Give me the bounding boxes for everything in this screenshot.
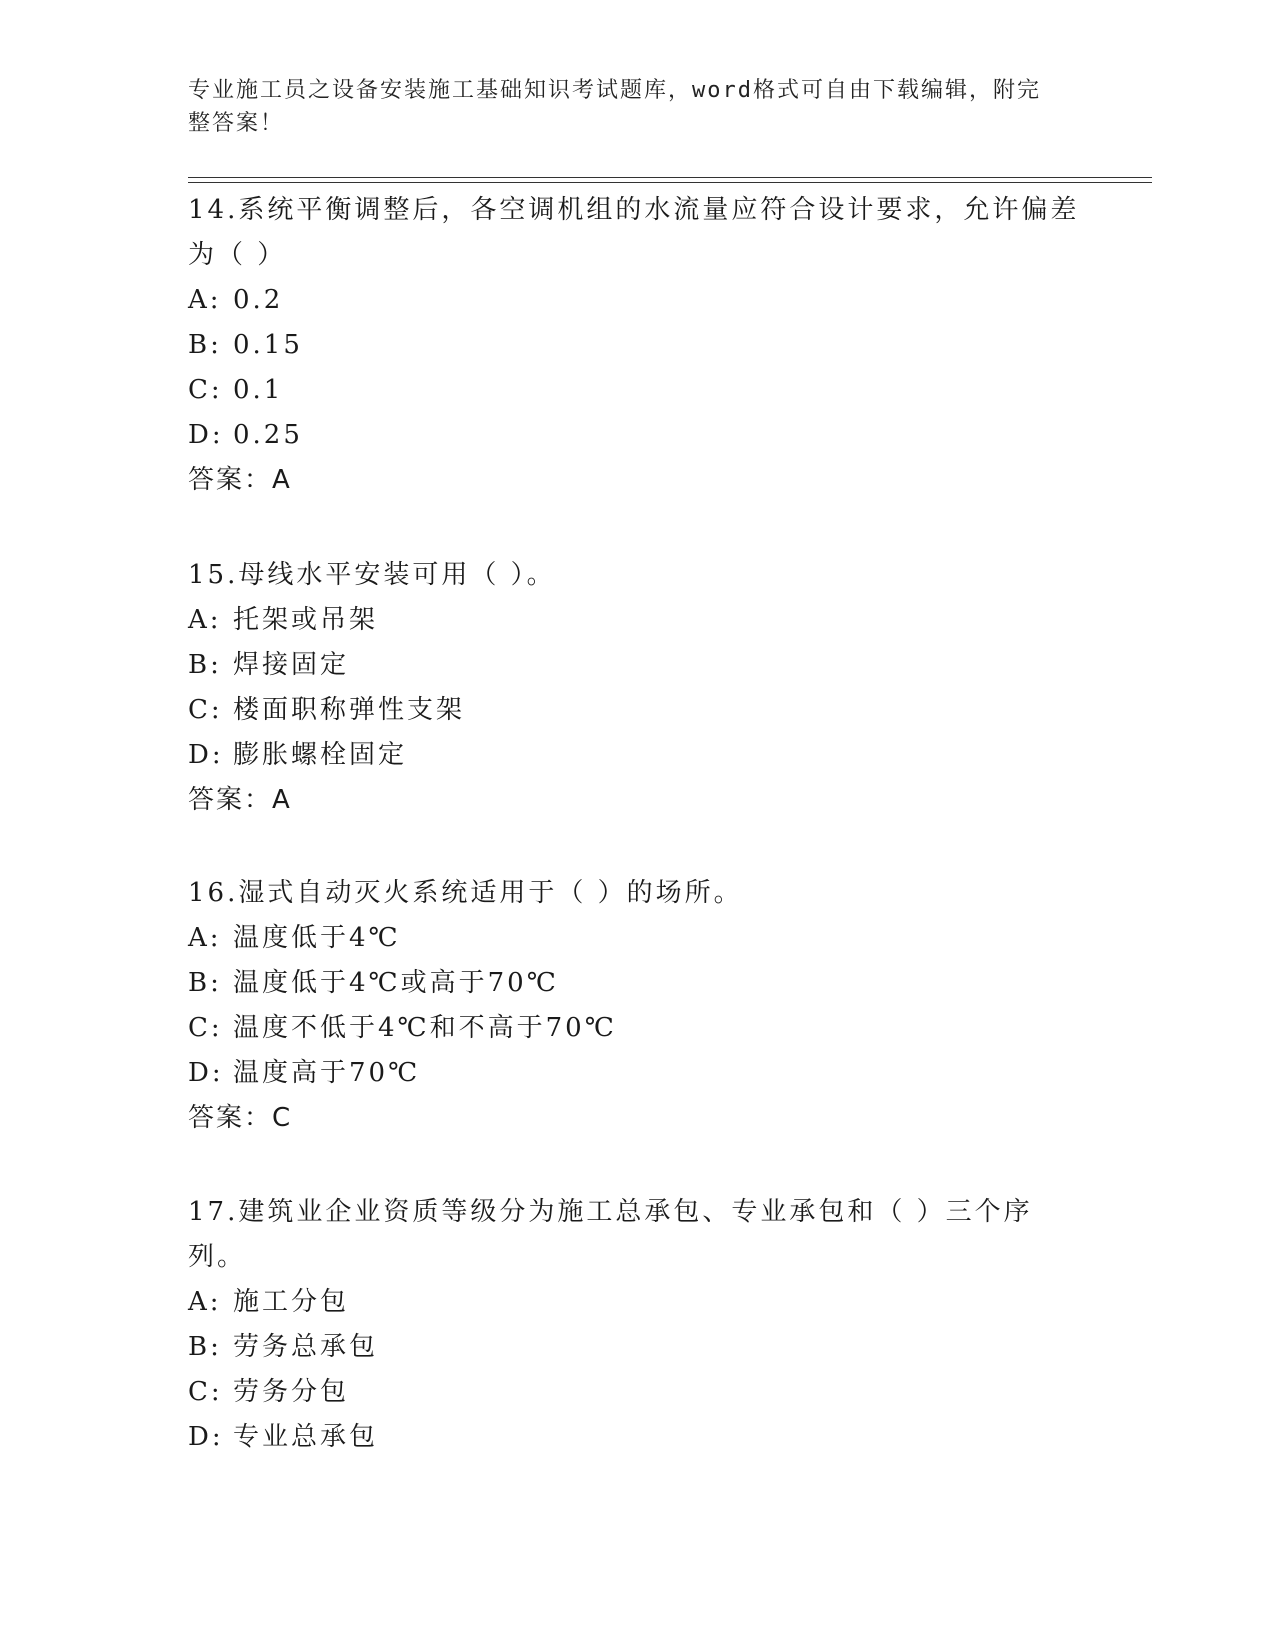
option-a xyxy=(188,1280,1088,1325)
option-value: 楼面职称弹性支架 xyxy=(233,695,466,725)
option-key: A: xyxy=(188,923,222,953)
option-b xyxy=(188,1325,1088,1370)
answer-line: 答案：A xyxy=(188,465,292,495)
question-17 xyxy=(188,1190,1088,1460)
option-key: C: xyxy=(188,1377,223,1407)
option-value: 专业总承包 xyxy=(233,1422,379,1452)
header-title-line-1: 专业施工员之设备安装施工基础知识考试题库，word格式可自由下载编辑，附完 xyxy=(188,78,1041,103)
option-key: B: xyxy=(188,330,222,360)
option-b xyxy=(188,323,1088,368)
option-value: 温度不低于4℃和不高于70℃ xyxy=(233,1013,617,1043)
option-key: D: xyxy=(188,740,224,770)
option-c xyxy=(188,688,1088,733)
option-key: C: xyxy=(188,695,223,725)
option-value: 焊接固定 xyxy=(233,650,350,680)
option-value: 劳务分包 xyxy=(233,1377,350,1407)
option-d xyxy=(188,1051,1088,1096)
option-value: 0.2 xyxy=(233,285,284,315)
option-a xyxy=(188,916,1088,961)
option-key: A: xyxy=(188,285,222,315)
option-key: A: xyxy=(188,605,222,635)
option-key: B: xyxy=(188,650,222,680)
option-value: 0.25 xyxy=(233,420,303,450)
option-c xyxy=(188,368,1088,413)
option-key: B: xyxy=(188,968,222,998)
option-key: C: xyxy=(188,1013,223,1043)
option-key: D: xyxy=(188,1058,224,1088)
question-text: 16.湿式自动灭火系统适用于（ ）的场所。 xyxy=(188,878,743,908)
answer-line: 答案：A xyxy=(188,785,292,815)
question-14 xyxy=(188,188,1088,503)
header-divider-top xyxy=(188,177,1152,178)
option-key: A: xyxy=(188,1287,222,1317)
option-a xyxy=(188,278,1088,323)
option-d xyxy=(188,733,1088,778)
option-value: 膨胀螺栓固定 xyxy=(233,740,408,770)
option-a xyxy=(188,598,1088,643)
answer-line: 答案：C xyxy=(188,1103,293,1133)
option-value: 温度高于70℃ xyxy=(233,1058,421,1088)
option-value: 温度低于4℃或高于70℃ xyxy=(233,968,559,998)
option-d xyxy=(188,1415,1088,1460)
option-value: 0.15 xyxy=(233,330,303,360)
header-divider-bottom xyxy=(188,182,1152,183)
header-title-line-2: 整答案！ xyxy=(188,111,285,136)
option-c xyxy=(188,1006,1088,1051)
option-key: B: xyxy=(188,1332,222,1362)
option-c xyxy=(188,1370,1088,1415)
question-text: 17.建筑业企业资质等级分为施工总承包、专业承包和（ ）三个序列。 xyxy=(188,1197,1033,1272)
option-value: 劳务总承包 xyxy=(233,1332,379,1362)
document-header xyxy=(188,74,1068,140)
option-value: 0.1 xyxy=(233,375,284,405)
question-15 xyxy=(188,553,1088,823)
question-text: 15.母线水平安装可用（ ）。 xyxy=(188,560,556,590)
option-d xyxy=(188,413,1088,458)
question-text: 14.系统平衡调整后，各空调机组的水流量应符合设计要求，允许偏差为（ ） xyxy=(188,195,1080,270)
option-b xyxy=(188,961,1088,1006)
option-value: 托架或吊架 xyxy=(233,605,379,635)
option-key: D: xyxy=(188,420,224,450)
option-value: 施工分包 xyxy=(233,1287,350,1317)
option-b xyxy=(188,643,1088,688)
option-key: C: xyxy=(188,375,223,405)
question-16 xyxy=(188,871,1088,1141)
option-key: D: xyxy=(188,1422,224,1452)
option-value: 温度低于4℃ xyxy=(233,923,401,953)
